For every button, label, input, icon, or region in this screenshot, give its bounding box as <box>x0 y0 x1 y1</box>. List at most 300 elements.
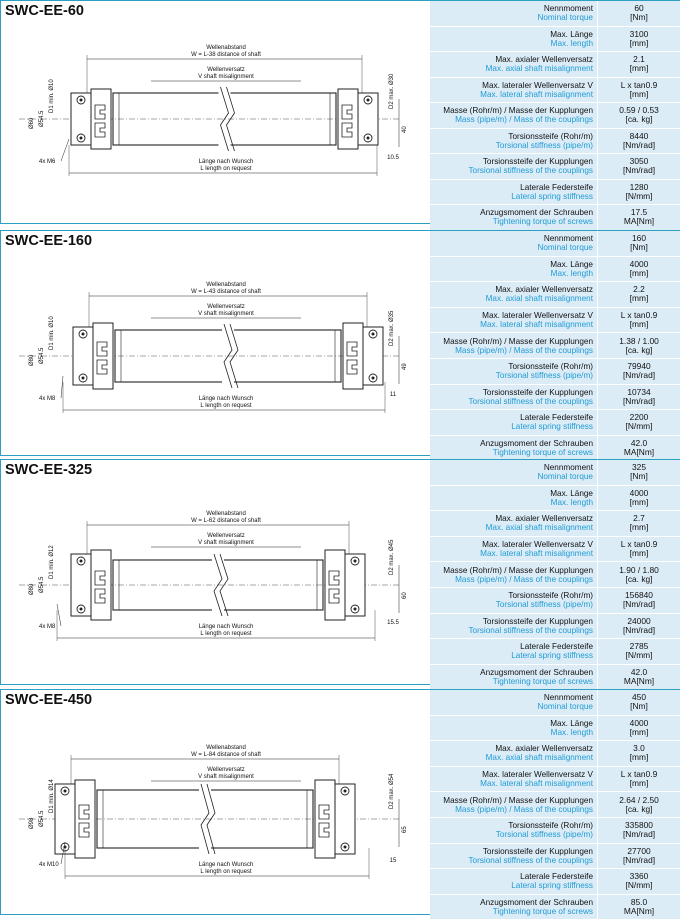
spec-label-de: Anzugsmoment der Schrauben <box>480 898 593 908</box>
spec-row <box>430 52 680 78</box>
spec-value-unit: [mm] <box>629 63 649 74</box>
spec-row <box>430 27 680 53</box>
spec-label-en: Lateral spring stiffness <box>511 651 593 661</box>
spec-label <box>430 129 598 154</box>
spec-label-de: Laterale Federsteife <box>520 182 593 192</box>
drawing-label: Wellenabstand <box>206 282 246 288</box>
spec-row <box>430 78 680 104</box>
product-section <box>0 689 680 915</box>
spec-value <box>598 103 680 128</box>
spec-value-number: 4000 <box>629 258 649 269</box>
spec-label <box>430 716 598 741</box>
drawing-label: L length on request <box>200 631 252 637</box>
spec-value <box>598 27 680 52</box>
spec-value <box>598 486 680 511</box>
spec-row <box>430 741 680 767</box>
spec-value-unit: [Nm/rad] <box>622 139 656 150</box>
spec-label <box>430 741 598 766</box>
drawing-label: V shaft misalignment <box>198 540 254 546</box>
spec-value-unit: [mm] <box>629 267 649 278</box>
spec-row <box>430 792 680 818</box>
spec-value <box>598 665 680 690</box>
spec-row <box>430 205 680 231</box>
drawing-label: Ø60 <box>29 117 35 129</box>
spec-label-de: Max. Länge <box>550 488 593 498</box>
spec-row <box>430 614 680 640</box>
spec-value-number: 1.38 / 1.00 <box>619 335 659 346</box>
spec-label-de: Max. Länge <box>550 259 593 269</box>
spec-value-unit: [Nm] <box>630 471 648 482</box>
drawing-label: Länge nach Wunsch <box>198 624 254 630</box>
spec-row <box>430 690 680 716</box>
spec-label <box>430 180 598 205</box>
section-title: SWC-EE-325 <box>5 462 93 478</box>
spec-label <box>430 588 598 613</box>
spec-label-en: Lateral spring stiffness <box>511 881 593 891</box>
spec-value-number: 1.90 / 1.80 <box>619 564 659 575</box>
spec-value <box>598 385 680 410</box>
spec-value <box>598 460 680 485</box>
spec-value-number: 156840 <box>625 590 653 601</box>
spec-label <box>430 257 598 282</box>
spec-label-en: Torsional stiffness of the couplings <box>468 855 593 865</box>
spec-value-number: 10734 <box>627 386 651 397</box>
spec-label <box>430 103 598 128</box>
spec-value <box>598 792 680 817</box>
spec-value-number: 42.0 <box>630 438 648 449</box>
product-section <box>0 459 680 685</box>
spec-label <box>430 282 598 307</box>
spec-label-en: Torsional stiffness (pipe/m) <box>495 140 593 150</box>
spec-label <box>430 562 598 587</box>
drawing-label: D1 min. Ø10 <box>49 316 55 350</box>
spec-value-unit: [mm] <box>629 726 649 737</box>
spec-label <box>430 537 598 562</box>
drawing-label: V shaft misalignment <box>198 311 254 317</box>
spec-value-number: 1280 <box>629 181 649 192</box>
spec-value-unit: [mm] <box>629 522 649 533</box>
spec-label <box>430 869 598 894</box>
drawing-label: W = L-62 distance of shaft <box>191 518 261 524</box>
drawing-label: D1 min. Ø12 <box>49 545 55 579</box>
spec-value-unit: [mm] <box>629 752 649 763</box>
spec-label-en: Torsional stiffness of the couplings <box>468 625 593 635</box>
spec-label <box>430 410 598 435</box>
spec-label-en: Lateral spring stiffness <box>511 191 593 201</box>
drawing-label: Ø80 <box>29 354 35 366</box>
drawing-label: Ø54.5 <box>39 810 45 827</box>
spec-row <box>430 154 680 180</box>
spec-label-de: Masse (Rohr/m) / Masse der Kupplungen <box>443 106 593 116</box>
spec-value-unit: [Nm] <box>630 12 648 23</box>
spec-label-en: Mass (pipe/m) / Mass of the couplings <box>455 345 593 355</box>
spec-value-unit: [mm] <box>629 548 649 559</box>
coupling-drawing <box>1 690 429 914</box>
product-section <box>0 230 680 456</box>
spec-label <box>430 792 598 817</box>
spec-value <box>598 562 680 587</box>
spec-label-en: Lateral spring stiffness <box>511 422 593 432</box>
spec-value <box>598 129 680 154</box>
spec-value <box>598 1 680 26</box>
spec-row <box>430 895 680 920</box>
spec-value-unit: [N/mm] <box>625 190 653 201</box>
spec-label-en: Max. axial shaft misalignment <box>485 523 593 533</box>
drawing-label: 4x M8 <box>39 624 56 630</box>
spec-value-number: 27700 <box>627 845 651 856</box>
drawing-label: D2 max. Ø35 <box>389 310 395 346</box>
spec-row <box>430 869 680 895</box>
spec-value-unit: [ca. kg] <box>625 114 653 125</box>
spec-label-en: Tightening torque of screws <box>492 448 593 458</box>
drawing-label: 40 <box>402 126 408 133</box>
spec-value <box>598 588 680 613</box>
spec-value-unit: [Nm/rad] <box>622 165 656 176</box>
spec-value <box>598 895 680 920</box>
spec-label-de: Laterale Federsteife <box>520 413 593 423</box>
spec-value-number: 2.1 <box>633 54 645 65</box>
drawing-label: Wellenabstand <box>206 745 246 751</box>
spec-value-number: 3360 <box>629 871 649 882</box>
spec-row <box>430 231 680 257</box>
spec-label <box>430 205 598 230</box>
drawing-label: Wellenversatz <box>207 304 245 310</box>
spec-table <box>430 460 680 690</box>
spec-value-number: 0.59 / 0.53 <box>619 105 659 116</box>
coupling-drawing <box>1 460 429 684</box>
spec-value-number: 2200 <box>629 412 649 423</box>
spec-value-number: 24000 <box>627 615 651 626</box>
spec-label <box>430 690 598 715</box>
spec-label-en: Max. length <box>550 38 593 48</box>
spec-label <box>430 511 598 536</box>
spec-value-number: L x tan0.9 <box>620 769 658 780</box>
spec-row <box>430 639 680 665</box>
drawing-label: 65 <box>402 826 408 833</box>
spec-label-de: Max. lateraler Wellenversatz V <box>482 540 593 550</box>
drawing-label: Wellenabstand <box>206 511 246 517</box>
drawing-label: Ø98 <box>29 817 35 829</box>
spec-value-number: 2.7 <box>633 513 645 524</box>
spec-label-de: Max. lateraler Wellenversatz V <box>482 311 593 321</box>
spec-value-unit: MA[Nm] <box>623 447 655 458</box>
spec-label-de: Nennmoment <box>543 693 593 703</box>
spec-label-en: Nominal torque <box>537 243 593 253</box>
spec-label-de: Max. Länge <box>550 718 593 728</box>
spec-label-en: Mass (pipe/m) / Mass of the couplings <box>455 574 593 584</box>
spec-label-en: Torsional stiffness (pipe/m) <box>495 830 593 840</box>
drawing-label: 11 <box>389 392 397 398</box>
drawing-label: 15 <box>389 858 397 864</box>
spec-value-unit: [mm] <box>629 293 649 304</box>
drawing-label: 60 <box>402 592 408 599</box>
drawing-label: Ø54.5 <box>39 110 45 127</box>
spec-label <box>430 385 598 410</box>
section-title: SWC-EE-60 <box>5 3 84 19</box>
spec-value <box>598 869 680 894</box>
spec-label-en: Torsional stiffness (pipe/m) <box>495 600 593 610</box>
spec-label <box>430 818 598 843</box>
drawing-label: 15.5 <box>387 620 399 626</box>
spec-value-number: 42.0 <box>630 667 648 678</box>
spec-label <box>430 639 598 664</box>
spec-label-en: Torsional stiffness (pipe/m) <box>495 371 593 381</box>
spec-label <box>430 895 598 920</box>
drawing-label: Wellenversatz <box>207 533 245 539</box>
spec-label-de: Laterale Federsteife <box>520 642 593 652</box>
spec-label-en: Max. lateral shaft misalignment <box>480 320 593 330</box>
spec-row <box>430 308 680 334</box>
coupling-drawing <box>1 1 429 223</box>
spec-row <box>430 385 680 411</box>
spec-label-de: Torsionssteife (Rohr/m) <box>508 591 593 601</box>
spec-label-de: Anzugsmoment der Schrauben <box>480 208 593 218</box>
spec-value <box>598 52 680 77</box>
spec-value-unit: [N/mm] <box>625 421 653 432</box>
spec-row <box>430 129 680 155</box>
spec-value-number: L x tan0.9 <box>620 79 658 90</box>
spec-value-unit: [ca. kg] <box>625 803 653 814</box>
spec-row <box>430 1 680 27</box>
spec-label-de: Max. Länge <box>550 29 593 39</box>
spec-value-unit: [ca. kg] <box>625 573 653 584</box>
drawing-label: Wellenabstand <box>206 45 246 51</box>
spec-value-unit: [mm] <box>629 778 649 789</box>
spec-value <box>598 511 680 536</box>
spec-label-en: Nominal torque <box>537 13 593 23</box>
spec-value <box>598 690 680 715</box>
drawing-label: W = L-84 distance of shaft <box>191 752 261 758</box>
spec-row <box>430 333 680 359</box>
spec-label-en: Nominal torque <box>537 472 593 482</box>
drawing-label: L length on request <box>200 869 252 875</box>
spec-value-number: 85.0 <box>630 897 648 908</box>
spec-value <box>598 154 680 179</box>
spec-value <box>598 282 680 307</box>
spec-value-number: 160 <box>632 233 646 244</box>
spec-label-en: Mass (pipe/m) / Mass of the couplings <box>455 804 593 814</box>
drawing-label: Ø80 <box>29 583 35 595</box>
spec-value-number: 2.2 <box>633 284 645 295</box>
spec-label <box>430 844 598 869</box>
spec-value-unit: [N/mm] <box>625 650 653 661</box>
spec-label-de: Torsionssteife (Rohr/m) <box>508 362 593 372</box>
spec-value <box>598 716 680 741</box>
spec-value <box>598 741 680 766</box>
spec-label-de: Torsionssteife der Kupplungen <box>482 846 593 856</box>
drawing-label: Wellenversatz <box>207 67 245 73</box>
spec-value-unit: [Nm] <box>630 242 648 253</box>
spec-value <box>598 818 680 843</box>
spec-label <box>430 333 598 358</box>
spec-value <box>598 410 680 435</box>
spec-row <box>430 511 680 537</box>
spec-label-en: Max. axial shaft misalignment <box>485 294 593 304</box>
spec-value-number: 2.64 / 2.50 <box>619 794 659 805</box>
spec-value <box>598 844 680 869</box>
spec-label-en: Tightening torque of screws <box>492 677 593 687</box>
coupling-drawing <box>1 231 429 455</box>
spec-label-en: Max. length <box>550 727 593 737</box>
section-title: SWC-EE-450 <box>5 692 93 708</box>
spec-table <box>430 1 680 231</box>
spec-row <box>430 460 680 486</box>
spec-label-de: Torsionssteife der Kupplungen <box>482 616 593 626</box>
spec-label-de: Max. axialer Wellenversatz <box>495 744 593 754</box>
spec-label-en: Max. length <box>550 268 593 278</box>
spec-label-en: Mass (pipe/m) / Mass of the couplings <box>455 115 593 125</box>
drawing-label: 10.5 <box>387 155 399 161</box>
spec-row <box>430 818 680 844</box>
drawing-label: D2 max. Ø54 <box>389 773 395 809</box>
drawing-label: 4x M8 <box>39 396 56 402</box>
spec-label-en: Max. lateral shaft misalignment <box>480 89 593 99</box>
spec-label-en: Max. lateral shaft misalignment <box>480 779 593 789</box>
spec-value <box>598 78 680 103</box>
spec-value-number: 17.5 <box>630 207 648 218</box>
drawing-label: W = L-38 distance of shaft <box>191 52 261 58</box>
drawing-label: Ø54.5 <box>39 576 45 593</box>
spec-label-de: Max. axialer Wellenversatz <box>495 55 593 65</box>
spec-label-de: Masse (Rohr/m) / Masse der Kupplungen <box>443 795 593 805</box>
drawing-label: D2 max. Ø30 <box>389 73 395 109</box>
spec-value-unit: [mm] <box>629 496 649 507</box>
section-title: SWC-EE-160 <box>5 233 93 249</box>
spec-label-de: Torsionssteife (Rohr/m) <box>508 821 593 831</box>
spec-value-unit: [Nm/rad] <box>622 829 656 840</box>
spec-label <box>430 665 598 690</box>
spec-row <box>430 103 680 129</box>
spec-value <box>598 180 680 205</box>
spec-value-number: 2785 <box>629 641 649 652</box>
spec-value-number: 335800 <box>625 820 653 831</box>
spec-value-unit: [Nm/rad] <box>622 599 656 610</box>
spec-label <box>430 231 598 256</box>
drawing-label: 4x M6 <box>39 159 56 165</box>
spec-row <box>430 716 680 742</box>
spec-value-unit: MA[Nm] <box>623 216 655 227</box>
spec-label-en: Torsional stiffness of the couplings <box>468 396 593 406</box>
spec-label-de: Nennmoment <box>543 463 593 473</box>
spec-label-de: Max. axialer Wellenversatz <box>495 285 593 295</box>
spec-value-unit: [mm] <box>629 88 649 99</box>
spec-label-de: Anzugsmoment der Schrauben <box>480 668 593 678</box>
spec-row <box>430 844 680 870</box>
spec-row <box>430 562 680 588</box>
drawing-label: Wellenversatz <box>207 767 245 773</box>
spec-value <box>598 436 680 461</box>
drawing-label: D2 max. Ø45 <box>389 539 395 575</box>
spec-row <box>430 767 680 793</box>
spec-label-en: Tightening torque of screws <box>492 907 593 917</box>
drawing-label: Länge nach Wunsch <box>198 159 254 165</box>
drawing-label: D1 min. Ø14 <box>49 779 55 813</box>
spec-label <box>430 460 598 485</box>
spec-row <box>430 282 680 308</box>
spec-label-de: Torsionssteife (Rohr/m) <box>508 131 593 141</box>
drawing-label: 49 <box>402 363 408 370</box>
product-section <box>0 0 680 227</box>
spec-value <box>598 333 680 358</box>
spec-value-unit: [Nm/rad] <box>622 370 656 381</box>
spec-value-number: L x tan0.9 <box>620 310 658 321</box>
spec-label-de: Masse (Rohr/m) / Masse der Kupplungen <box>443 565 593 575</box>
spec-label-de: Max. lateraler Wellenversatz V <box>482 770 593 780</box>
spec-row <box>430 257 680 283</box>
spec-label <box>430 27 598 52</box>
spec-label-de: Anzugsmoment der Schrauben <box>480 439 593 449</box>
drawing-label: V shaft misalignment <box>198 774 254 780</box>
spec-value-number: 4000 <box>629 717 649 728</box>
spec-value <box>598 257 680 282</box>
spec-value-unit: MA[Nm] <box>623 906 655 917</box>
spec-label-en: Torsional stiffness of the couplings <box>468 166 593 176</box>
spec-label-en: Max. axial shaft misalignment <box>485 753 593 763</box>
spec-row <box>430 486 680 512</box>
spec-value <box>598 614 680 639</box>
spec-value-number: 4000 <box>629 487 649 498</box>
spec-value-unit: [ca. kg] <box>625 344 653 355</box>
spec-label <box>430 486 598 511</box>
spec-label-de: Torsionssteife der Kupplungen <box>482 387 593 397</box>
spec-label-en: Nominal torque <box>537 702 593 712</box>
spec-label-en: Max. length <box>550 497 593 507</box>
spec-row <box>430 180 680 206</box>
spec-value-unit: MA[Nm] <box>623 676 655 687</box>
spec-label <box>430 154 598 179</box>
spec-label <box>430 436 598 461</box>
drawing-label: L length on request <box>200 166 252 172</box>
spec-label-de: Nennmoment <box>543 234 593 244</box>
spec-value-number: 8440 <box>629 130 649 141</box>
spec-label-de: Max. lateraler Wellenversatz V <box>482 80 593 90</box>
spec-value-number: 325 <box>632 462 646 473</box>
spec-value <box>598 767 680 792</box>
spec-value-unit: [mm] <box>629 319 649 330</box>
spec-table <box>430 231 680 461</box>
spec-label <box>430 78 598 103</box>
drawing-label: L length on request <box>200 403 252 409</box>
drawing-label: Länge nach Wunsch <box>198 396 254 402</box>
spec-value-unit: [Nm/rad] <box>622 854 656 865</box>
spec-value-unit: [mm] <box>629 37 649 48</box>
spec-value-number: 3.0 <box>633 743 645 754</box>
spec-label <box>430 614 598 639</box>
spec-value-number: 450 <box>632 692 646 703</box>
spec-value-number: L x tan0.9 <box>620 539 658 550</box>
spec-row <box>430 537 680 563</box>
spec-label <box>430 767 598 792</box>
spec-value <box>598 537 680 562</box>
spec-row <box>430 436 680 462</box>
spec-value <box>598 359 680 384</box>
spec-label <box>430 308 598 333</box>
spec-label <box>430 359 598 384</box>
spec-value-number: 3100 <box>629 28 649 39</box>
spec-label <box>430 52 598 77</box>
spec-label-de: Masse (Rohr/m) / Masse der Kupplungen <box>443 336 593 346</box>
spec-value-number: 3050 <box>629 156 649 167</box>
spec-value-unit: [Nm/rad] <box>622 395 656 406</box>
drawing-label: D1 min. Ø10 <box>49 79 55 113</box>
spec-label-de: Torsionssteife der Kupplungen <box>482 157 593 167</box>
spec-label-en: Max. axial shaft misalignment <box>485 64 593 74</box>
spec-label-de: Nennmoment <box>543 4 593 14</box>
drawing-label: Ø54.5 <box>39 347 45 364</box>
drawing-label: V shaft misalignment <box>198 74 254 80</box>
spec-value <box>598 308 680 333</box>
spec-value-number: 79940 <box>627 361 651 372</box>
